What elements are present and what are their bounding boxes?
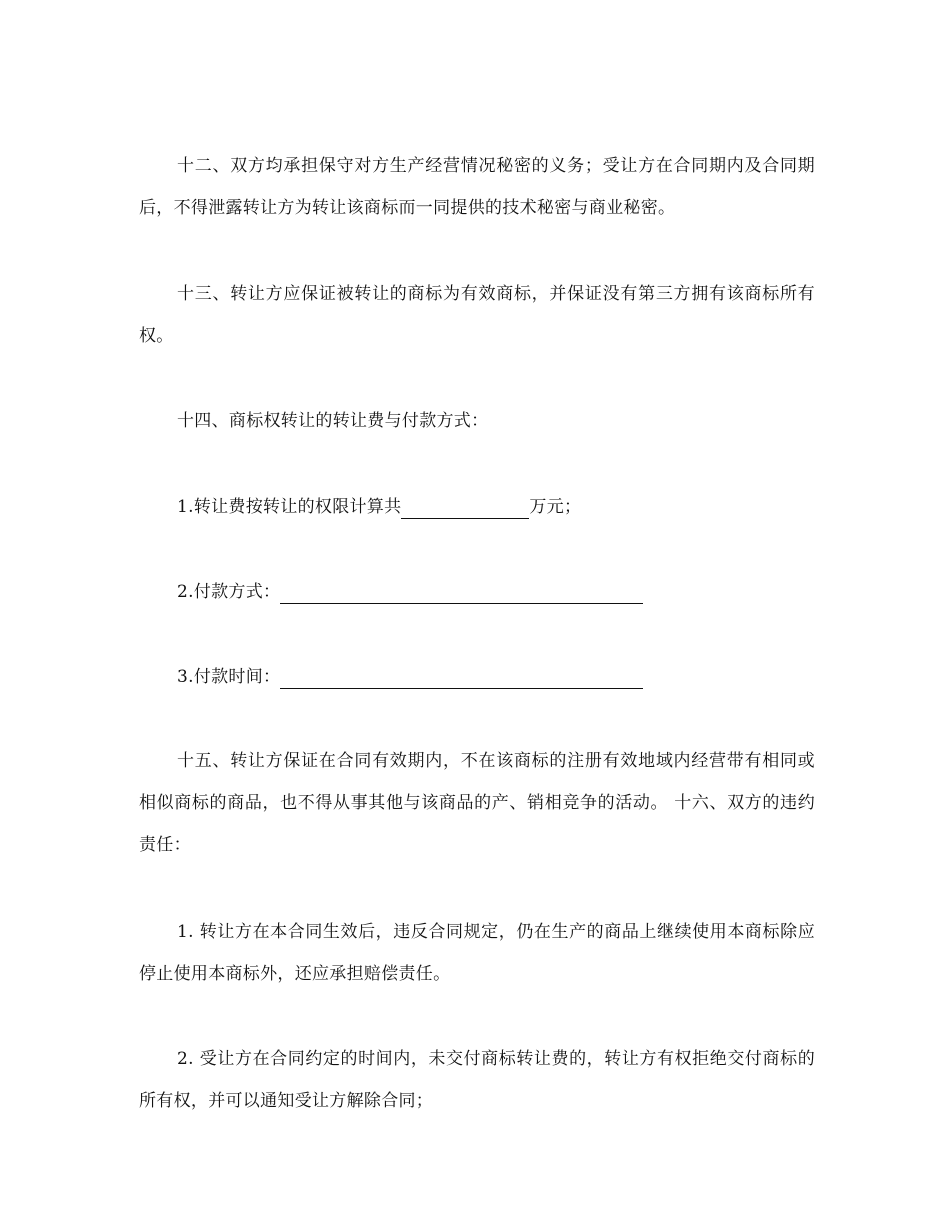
transfer-fee-unit: 万元； (529, 497, 582, 517)
clause-13-paragraph: 十三、转让方应保证被转让的商标为有效商标，并保证没有第三方拥有该商标所有权。 (139, 284, 815, 346)
clause-15-paragraph: 十五、转让方保证在合同有效期内，不在该商标的注册有效地域内经营带有相同或相似商标的商品，也不得从事其他与该商品的产、销相竞争的活动。 十六、双方的违约责任： (139, 751, 815, 855)
transfer-fee-label: 1.转让费按转让的权限计算共 (177, 497, 402, 517)
payment-method-blank (280, 577, 643, 604)
clause-16-item-2: 2. 受让方在合同约定的时间内，未交付商标转让费的，转让方有权拒绝交付商标的所有权，并可以通知受让方解除合同； (139, 1049, 815, 1111)
transfer-fee-blank (401, 492, 529, 519)
clause-14-item-3 (177, 656, 643, 698)
clause-14-item-1 (177, 486, 581, 528)
clause-16-item-1: 1. 转让方在本合同生效后，违反合同规定，仍在生产的商品上继续使用本商标除应停止使用本商标外，还应承担赔偿责任。 (139, 922, 815, 984)
payment-time-label: 3.付款时间： (177, 667, 281, 687)
payment-time-blank (280, 662, 643, 689)
clause-14-heading: 十四、商标权转让的转让费与付款方式： (177, 411, 489, 431)
clause-14-item-2 (177, 571, 643, 613)
clause-12-paragraph: 十二、双方均承担保守对方生产经营情况秘密的义务；受让方在合同期内及合同期后，不得泄露转让方为转让该商标而一同提供的技术秘密与商业秘密。 (139, 156, 815, 218)
payment-method-label: 2.付款方式： (177, 582, 281, 602)
